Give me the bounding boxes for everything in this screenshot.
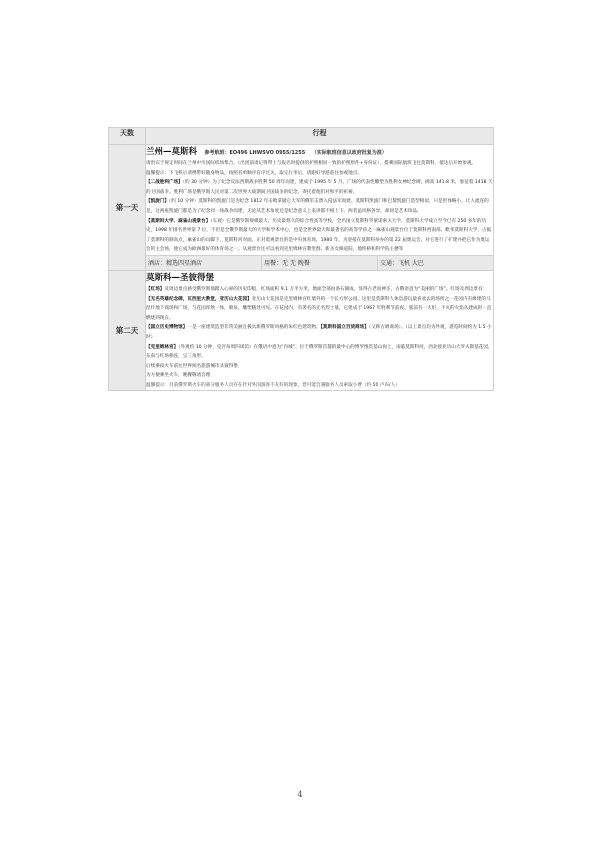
day2-spot-4 (146, 343, 493, 362)
spot-text: （外观约 10 分钟，克宫每周四闭馆）在俄语中意为“内城”。位于俄罗斯首都的最中心的博罗维茨基山岗上，南临莫斯科河，西北接亚历山大罗夫斯基花园，东南与红场相连，呈三角形。 (146, 344, 493, 360)
spot-text: （约 10 分钟）莫斯科的凯旋门是为纪念 1812 年击败拿破仑大军的俄军击溃入侵法军而建。莫斯科凯旋门和巴黎凯旋门造型相似，只是形体略小。让人流连的是，这两座凯旋门都是为了纪念同一场战争而建，无论从艺术角度还是纪念意义上来讲都不相上下。两者虽风格各异，却同是艺术珍品。 (146, 199, 489, 214)
day2-spot-1 (146, 285, 493, 323)
day1-row (109, 145, 494, 256)
spot-name: 【凯旋门】 (146, 199, 169, 205)
spot-name: 【克里姆林宫】 (146, 344, 179, 350)
day1-info-row (109, 255, 494, 270)
spot-name: 【二战胜利广场】 (146, 180, 183, 186)
spot-name: 【莫斯科国立百货商场】 (320, 325, 369, 331)
spot-text: （又称古姆商场）。（以上景点均为外观，游览时间约为 1.5 小时） (146, 325, 492, 340)
day2-label: 第二天 (109, 270, 146, 391)
spot-text: （约 30 分钟）为了纪念反法西斯战争胜利 50 周年而建，建成于 1995 年 5 月。广场的代表性雕塑为胜利女神纪念碑，碑高 141.8 米，象征着 1418 天的卫国战争。胜利广场是俄罗斯人民对第二次世界大战期间卫国战争的纪念，寄托着他们对和平的祈祷。 (146, 180, 493, 195)
day2-paragraph-6: 为方便乘坐火车，晚餐敬请自理 (146, 373, 211, 379)
day1-flight-note: （实际航班信息以政府批复为准） (311, 150, 387, 156)
spot-text: 一是一座建筑造型非常美丽且极具新俄罗斯风格的朱红色建筑物。 (187, 325, 321, 331)
day1-spot-2 (146, 197, 493, 216)
day1-traffic: 交通：飞机 大巴 (378, 255, 494, 270)
day1-label: 第一天 (109, 145, 146, 271)
day1-spot-1 (146, 178, 493, 197)
day2-row (109, 270, 494, 391)
day2-spot-2 (146, 323, 493, 342)
day1-meal: 用餐：无 无 晚餐 (262, 255, 378, 270)
spot-highlight: 【无名英雄纪念碑，瓦西里大教堂，亚历山大花园】 (146, 296, 252, 302)
day1-paragraph-2: 温馨提示：下飞机后请携带好随身物品，按照名单顺序有序过关，取完行李后，请跟好导游前往参观地点。 (146, 170, 362, 176)
day1-content (146, 145, 494, 256)
spot-name: 【国立历史博物馆】 (146, 325, 188, 331)
day1-flight: 参考航班：EO496 LHWSVO 0955/1255 (204, 150, 306, 156)
day1-paragraph-1: 请贵宾于规定时间在兰州中川国际机场集合，（出团前请记得带上与报名时提供的护照相同一致的护照原件+身份证），搭乘国际航班飞往莫斯科，抵达后开始参观。 (146, 161, 477, 166)
table-header-row (109, 128, 494, 145)
spot-text: 及周边景点感受俄罗斯那踏入心扉的历史印痕，红场面积 9.1 万平方米，地面全部由条石铺成，显得古老而神圣，古俄语意为“美丽的广场”。红场及周边景有： (164, 286, 488, 292)
page-number: 4 (297, 790, 303, 799)
day1-hotel: 酒店：精选四星酒店 (146, 255, 262, 270)
spot-text: （车观）它是俄罗斯规模最大、历史最悠久的综合性高等学校，全名国立莫斯科罗蒙诺索夫大学，莫斯科大学成立至今已有 250 多年的历史，1998 年排名世界第 7 位，不但是全俄罗斯最大的大学和学术中心，也是全世界最大和最著名的高等学府之一麻雀山观景台位于莫斯科西南部，毗邻莫斯科大学，占据了莫斯科的制高点，麻雀山的山脚下，莫斯科河对面，正对着观景台的是中央体育场，1980 年，为迎接在莫斯科举办的第 22 届奥运会，对它进行了扩建并把它作为奥运会的主会场，使它成为欧洲最好的体育场之一。从观景台还可以看到克里姆林宫教堂群、新圣女修道院、地铁桥和科学院主楼等 (146, 218, 492, 253)
day1-spot-3 (146, 217, 493, 255)
day2-content (146, 270, 494, 391)
day2-paragraph-7: 温馨提示：目前俄罗斯火车的部分服务人员存在针对外国游客不友好的现象，您可能会遇服务人员索取小费（约 50 卢布/人） (146, 382, 400, 388)
header-itinerary: 行程 (146, 128, 494, 145)
spot-name: 【莫斯科大学、麻雀山观景台】 (146, 218, 211, 224)
day2-city: 莫斯科—圣彼得堡 (146, 272, 215, 283)
itinerary-table (108, 127, 494, 391)
spot-name: 【红场】 (146, 286, 165, 292)
header-day: 天数 (109, 128, 146, 145)
day1-city: 兰州—莫斯科 (146, 147, 198, 157)
day2-paragraph-5: 后续乘夜火车前往世界闻名旅游城市圣彼得堡 (146, 363, 238, 369)
spot-text: 亚历山大花园是克里姆林宫红墙外的一个长方形公园。这里是莫斯科人休息游玩最喜欢去的场所之一花园内有修建的马涅什地下商场和广场，与花园浑然一体，喷泉、雕塑随处可见。在花园内，有著名的无名烈士墓，它建成于 1967 年胜利节前夜。墓前有一大炬，不灭的火焰从建成时一直燃烧到现在。 (146, 296, 492, 321)
